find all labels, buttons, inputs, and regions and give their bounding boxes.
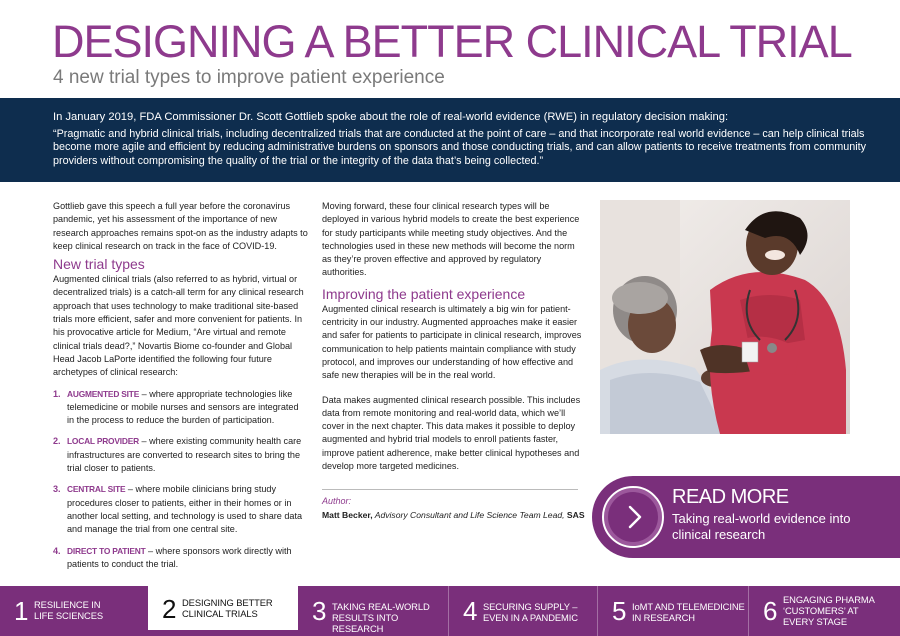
tab-chapter-1[interactable] bbox=[0, 586, 148, 636]
banner-intro: In January 2019, FDA Commissioner Dr. Scott Gottlieb spoke about the role of real-world evidence (RWE) in regulatory decision making: bbox=[53, 111, 729, 123]
trial-types-paragraph: Augmented clinical trials (also referred to as hybrid, virtual or decentralized trials) is a catch-all term for any clinical research approach that uses technology to make traditional site-based trials more efficient, safer and more convenient for patients. In his provocative article for Medium, “Are virtual and remote clinical trials dead?,” Novartis Biome co-founder and Global Head Jacob LaPorte identified the following four future archetypes of clinical research: bbox=[53, 274, 304, 378]
tab-chapter-3[interactable] bbox=[298, 586, 448, 636]
quote-banner bbox=[0, 98, 900, 182]
list-term: LOCAL PROVIDER bbox=[67, 436, 139, 447]
read-more-button[interactable] bbox=[592, 476, 900, 558]
heading-new-trial-types: New trial types bbox=[53, 256, 145, 273]
tab-chapter-2[interactable] bbox=[148, 584, 298, 630]
page-title: DESIGNING A BETTER CLINICAL TRIAL bbox=[52, 16, 852, 67]
tab-number: 3 bbox=[312, 596, 327, 626]
intro-paragraph: Gottlieb gave this speech a full year before the coronavirus pandemic, yet his assessment of the importance of new research approaches remains spot-on as the industry adapts to keep clinical research on track in the face of COVID-19. bbox=[53, 201, 308, 251]
list-text: – where existing community health care infrastructures are converted to research sites to bring the trial closer to patients. bbox=[67, 436, 302, 474]
tab-number: 4 bbox=[463, 596, 478, 626]
list-text: – where appropriate technologies like telemedicine or mobile nurses and sensors are integrated in the process to reduce the burden of participation. bbox=[67, 388, 299, 426]
list-term: AUGMENTED SITE bbox=[67, 388, 140, 399]
moving-forward-paragraph: Moving forward, these four clinical research types will be deployed in various hybrid models to create the best experience for study participants while meeting study objectives. And the technologies used in these new methods will become the norm as they’re proven effective and approved by regulatory authorities. bbox=[322, 201, 580, 278]
author-company: SAS bbox=[564, 510, 585, 520]
author-divider bbox=[322, 489, 578, 490]
list-term: DIRECT TO PATIENT bbox=[67, 545, 146, 556]
read-more-title: READ MORE bbox=[672, 486, 789, 508]
list-item bbox=[53, 545, 308, 572]
list-item bbox=[53, 435, 308, 475]
read-more-subtitle: Taking real-world evidence into clinical research bbox=[672, 511, 851, 542]
list-item bbox=[53, 483, 308, 536]
tab-label: EVERY STAGE bbox=[783, 616, 848, 627]
author-line bbox=[322, 510, 592, 520]
tab-number: 2 bbox=[162, 594, 177, 624]
tab-number: 5 bbox=[612, 596, 627, 626]
column-middle bbox=[322, 200, 584, 473]
chapter-nav bbox=[0, 586, 900, 636]
list-number: 3. bbox=[53, 484, 61, 495]
tab-label: LIFE SCIENCES bbox=[34, 610, 104, 621]
nurse-patient-photo bbox=[600, 200, 850, 434]
tab-chapter-5[interactable] bbox=[598, 586, 748, 636]
page-subtitle: 4 new trial types to improve patient experience bbox=[53, 67, 445, 88]
tab-label: DESIGNING BETTER bbox=[182, 597, 273, 608]
banner-quote: “Pragmatic and hybrid clinical trials, including decentralized trials that are conducted at the point of care – and that incorporate real world evidence – can help clinical trials become more agile and efficient by reducing administrative burdens on sponsors and those conducting trials, and can allow patients to receive treatments from community providers without compromising the quality of the trial or the integrity of the data that’s being collected.” bbox=[53, 128, 866, 167]
heading-patient-experience: Improving the patient experience bbox=[322, 285, 526, 302]
list-item bbox=[53, 388, 308, 428]
tab-label: TAKING REAL-WORLD bbox=[332, 601, 430, 612]
tab-label: ‘CUSTOMERS’ AT bbox=[783, 605, 859, 616]
tab-label: EVEN IN A PANDEMIC bbox=[483, 612, 578, 623]
archetype-list bbox=[53, 388, 308, 572]
tab-chapter-4[interactable] bbox=[449, 586, 597, 636]
data-paragraph: Data makes augmented clinical research possible. This includes data from remote monitoring and real-world data, which we’ll cover in the next chapter. This data makes it possible to deploy augmented and hybrid trial models to enroll patients faster, improve patient adherence, make better clinical hypotheses and develop more targeted medicines. bbox=[322, 394, 581, 472]
list-text: – where mobile clinicians bring study procedures closer to patients, either in their homes or in another local setting, and technology is used to share data and manage the trial from one central site. bbox=[67, 484, 303, 535]
patient-experience-paragraph: Augmented clinical research is ultimately a big win for patient-centricity in our industry. Augmented approaches make it easier and safer for patients to participate in clinical research, improves communication to help patients maintain compliance with study protocol, and improves our understanding of how effective and safe new therapies will be in the real world. bbox=[322, 303, 582, 381]
list-text: – where sponsors work directly with patients to conduct the trial. bbox=[67, 545, 292, 569]
author-role: Advisory Consultant and Life Science Team Lead, bbox=[372, 510, 565, 520]
tab-label: ENGAGING PHARMA bbox=[783, 594, 875, 605]
list-number: 4. bbox=[53, 545, 61, 556]
read-more-circle[interactable] bbox=[602, 486, 664, 548]
tab-label: RESILIENCE IN bbox=[34, 599, 101, 610]
tab-label: SECURING SUPPLY – bbox=[483, 601, 578, 612]
author-name: Matt Becker, bbox=[322, 510, 373, 520]
tab-label: IoMT AND TELEMEDICINE bbox=[632, 601, 745, 612]
list-number: 2. bbox=[53, 436, 61, 447]
author-label: Author: bbox=[322, 496, 352, 506]
tab-label: IN RESEARCH bbox=[632, 612, 695, 623]
list-number: 1. bbox=[53, 388, 61, 399]
tab-chapter-6[interactable] bbox=[749, 586, 900, 636]
list-term: CENTRAL SITE bbox=[67, 484, 126, 495]
chevron-right-icon bbox=[622, 501, 648, 533]
tab-label: RESULTS INTO RESEARCH bbox=[332, 612, 399, 634]
tab-number: 6 bbox=[763, 596, 778, 626]
tab-label: CLINICAL TRIALS bbox=[182, 608, 258, 619]
photo-illustration bbox=[600, 200, 850, 434]
column-left bbox=[53, 200, 308, 579]
tab-number: 1 bbox=[14, 596, 29, 626]
